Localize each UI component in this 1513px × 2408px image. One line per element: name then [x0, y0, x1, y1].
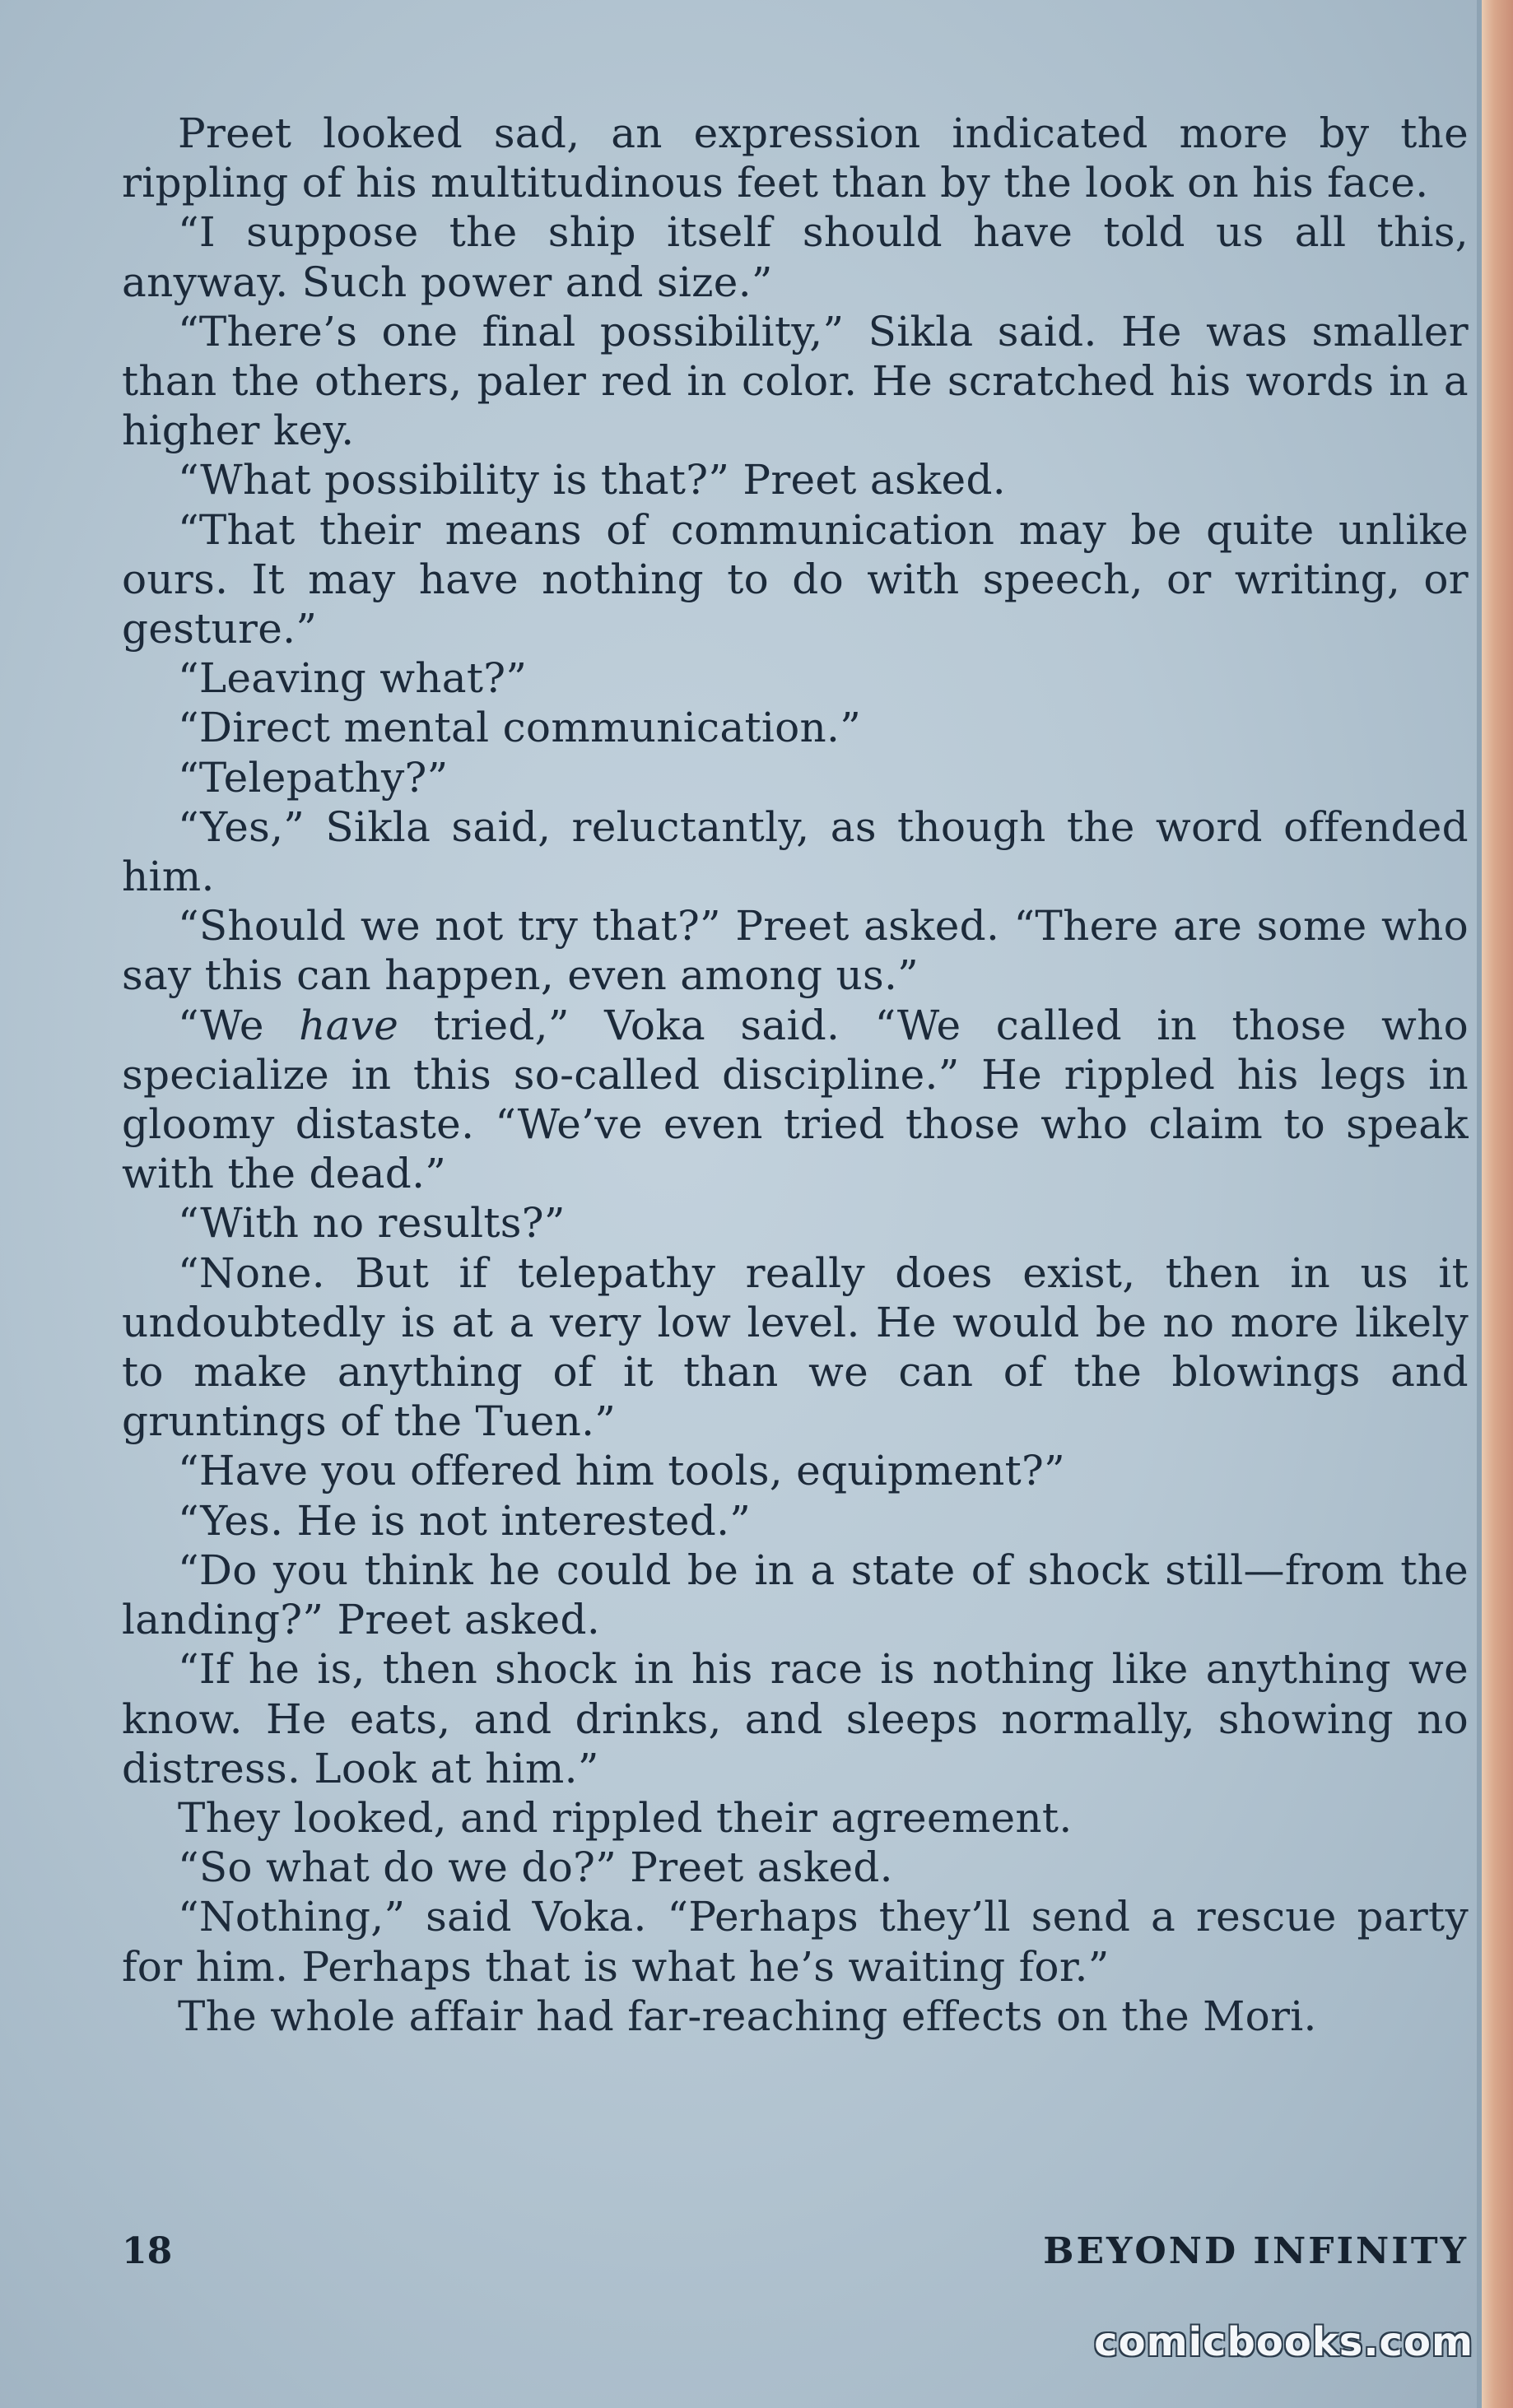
emphasis: have [299, 1001, 399, 1049]
paragraph: “Yes. He is not interested.” [178, 1496, 752, 1545]
body-text [122, 109, 1469, 2041]
paragraph: “What possibility is that?” Preet asked. [178, 456, 1006, 504]
page-footer [122, 2230, 1469, 2280]
paragraph: “Have you offered him tools, equipment?” [178, 1447, 1065, 1495]
running-title: BEYOND INFINITY [1043, 2230, 1469, 2272]
paragraph: “So what do we do?” Preet asked. [178, 1843, 893, 1892]
paragraph: “Should we not try that?” Preet asked. “There are some who say this can happen, even among us.” [122, 902, 1469, 1000]
paragraph: “None. But if telepathy really does exist, then in us it undoubtedly is at a very low level. He would be no more likely to make anything of it than we can of the blowings and gruntings of the Tuen.” [122, 1248, 1469, 1446]
paragraph: “If he is, then shock in his race is nothing like anything we know. He eats, and drinks, and sleeps normally, showing no distress. Look at him.” [122, 1645, 1469, 1792]
watermark: comicbooks.com [1094, 2319, 1473, 2365]
paragraph: “Leaving what?” [178, 654, 528, 703]
paragraph: “With no results?” [178, 1199, 566, 1248]
paragraph: “Direct mental communication.” [178, 704, 862, 752]
paragraph: Preet looked sad, an expression indicated more by the rippling of his multitudinous feet than by the look on his face. [122, 109, 1469, 207]
paragraph: “Nothing,” said Voka. “Perhaps they’ll send a rescue party for him. Perhaps that is what he’s waiting for.” [122, 1893, 1469, 1991]
paragraph: “Telepathy?” [178, 753, 449, 802]
paragraph: “There’s one final possibility,” Sikla said. He was smaller than the others, paler red in color. He scratched his words in a higher key. [122, 307, 1469, 455]
paragraph: The whole affair had far-reaching effects on the Mori. [178, 1992, 1317, 2040]
paragraph: “That their means of communication may be quite unlike ours. It may have nothing to do with speech, or writing, or gesture.” [122, 505, 1469, 653]
paragraph: “Do you think he could be in a state of shock still—from the landing?” Preet asked. [122, 1546, 1469, 1644]
paragraph: “Yes,” Sikla said, reluctantly, as though the word offended him. [122, 802, 1469, 901]
page-edge-strip [1482, 0, 1513, 2408]
paragraph: “I suppose the ship itself should have told us all this, anyway. Such power and size.” [122, 208, 1469, 306]
paragraph: They looked, and rippled their agreement. [178, 1793, 1073, 1842]
page-number: 18 [122, 2230, 173, 2272]
paragraph: “We have tried,” Voka said. “We called in those who specialize in this so-called discipline.” He rippled his legs in gloomy distaste. “We’ve even tried those who claim to speak with the dead.” [122, 1001, 1469, 1198]
